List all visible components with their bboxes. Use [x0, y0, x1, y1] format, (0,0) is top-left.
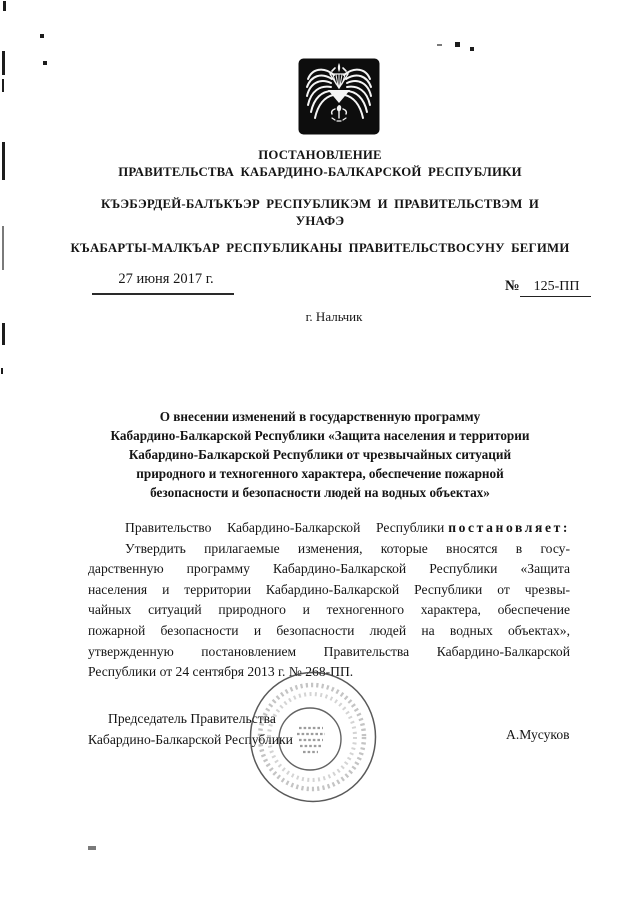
body-line: [88, 518, 570, 539]
decree-date: 27 июня 2017 г.: [118, 271, 214, 287]
decree-city: г. Нальчик: [305, 309, 363, 324]
subject-line: Кабардино-Балкарской Республики от чрезвычайных ситуаций: [128, 447, 512, 462]
scan-artifact: [2, 79, 4, 92]
scan-artifact: [40, 34, 44, 38]
scan-artifact: [1, 368, 3, 374]
decree-number: [505, 278, 591, 297]
body-line: населения и территории Кабардино-Балкарской Республики от чрезвы-: [88, 581, 570, 597]
scan-artifact: [43, 61, 47, 65]
date-underline: [92, 293, 234, 295]
body-line: Утвердить прилагаемые изменения, которые вносятся в госу-: [125, 540, 570, 556]
signatory-title-line: Кабардино-Балкарской Республики: [88, 731, 293, 747]
scan-artifact: [2, 51, 5, 75]
signatory-name: А.Мусуков: [506, 727, 570, 742]
decree-header-balkar: КЪАБАРТЫ-МАЛКЪАР РЕСПУБЛИКАНЫ ПРАВИТЕЛЬСТВОСУНУ БЕГИМИ: [70, 241, 570, 255]
scan-artifact: [3, 1, 6, 11]
scan-artifact: [88, 846, 96, 850]
subject-line: безопасности и безопасности людей на водных объектах»: [150, 485, 490, 500]
subject-line: О внесении изменений в государственную программу: [159, 409, 481, 424]
scan-artifact: [437, 44, 442, 46]
body-line: утвержденную постановлением Правительства Кабардино-Балкарской: [88, 643, 570, 659]
body-line: чайных ситуаций природного и техногенного характера, обеспечение: [88, 602, 570, 618]
resolves-keyword: постановляет:: [448, 520, 570, 535]
decree-header-russian: [60, 147, 580, 181]
subject-line: Кабардино-Балкарской Республики «Защита населения и территории: [110, 428, 530, 443]
subject-line: природного и техногенного характера, обеспечение пожарной: [136, 466, 504, 481]
decree-header-kabardian: КЪЭБЭРДЕЙ-БАЛЪКЪЭР РЕСПУБЛИКЭМ И ПРАВИТЕЛЬСТВЭМ И УНАФЭ: [100, 197, 540, 228]
decree-word: ПОСТАНОВЛЕНИЕ: [258, 148, 382, 162]
number-sign: №: [505, 278, 520, 294]
body-opening-text: Правительство Кабардино-Балкарской Республики: [125, 520, 445, 535]
eagle-coat-of-arms-icon: [298, 58, 380, 135]
scan-artifact: [2, 142, 5, 180]
official-stamp-icon: [247, 670, 379, 804]
signatory-title-line: Председатель Правительства: [108, 711, 276, 726]
decree-subject: [70, 407, 570, 502]
scan-artifact: [455, 42, 460, 47]
body-line: пожарной безопасности и безопасности людей на водных объектах»,: [88, 622, 570, 638]
body-line: Республики от 24 сентября 2013 г. № 268-ПП.: [88, 664, 354, 680]
decree-authority: ПРАВИТЕЛЬСТВА КАБАРДИНО-БАЛКАРСКОЙ РЕСПУБЛИКИ: [118, 165, 522, 179]
scan-artifact: [2, 323, 5, 345]
scan-artifact: [2, 226, 4, 270]
number-value: 125-ПП: [520, 279, 592, 297]
body-line: дарственную программу Кабардино-Балкарской Республики «Защита: [88, 561, 570, 577]
decree-body: [88, 518, 570, 683]
scan-artifact: [470, 47, 474, 51]
